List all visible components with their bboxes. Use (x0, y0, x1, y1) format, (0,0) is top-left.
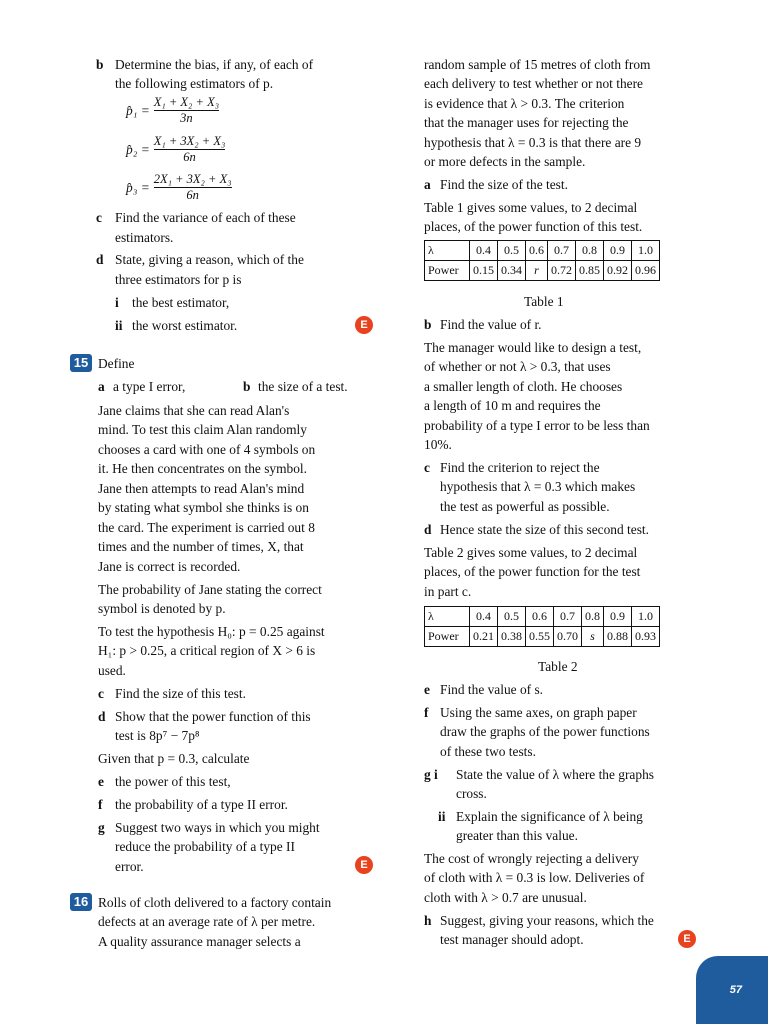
q15-para1-line: times and the number of times, X, that (98, 539, 304, 554)
estimator-3-lhs: p̂₃ = (126, 179, 150, 195)
q16c-line: Find the criterion to reject the (440, 460, 600, 475)
q16gi-label: g i (424, 767, 438, 782)
q16-para2-line: probability of a type I error to be less than (424, 418, 650, 433)
q16d-text: Hence state the size of this second test. (440, 522, 649, 537)
q16f-label: f (424, 705, 429, 720)
table-cell: 1.0 (632, 241, 660, 261)
q14c-line1: Find the variance of each of these (115, 210, 296, 225)
question-number-15: 15 (70, 354, 92, 372)
table2-intro-line: Table 2 gives some values, to 2 decimal (424, 545, 638, 560)
table-cell: 1.0 (632, 607, 660, 627)
table-cell: r (526, 261, 548, 281)
estimator-1-denominator: 3n (180, 111, 193, 125)
q16-line: Rolls of cloth delivered to a factory contain (98, 895, 332, 910)
q14d-label: d (96, 252, 104, 267)
q15-para3-line: To test the hypothesis H₀: p = 0.25 against (98, 624, 325, 639)
q16-para2-line: a smaller length of cloth. He chooses (424, 379, 623, 394)
estimator-2 (126, 135, 225, 164)
q15g-line1: Suggest two ways in which you might (115, 820, 320, 835)
q14d-line1: State, giving a reason, which of the (115, 252, 304, 267)
table-cell: 0.5 (498, 241, 526, 261)
table-cell: 0.88 (604, 627, 632, 647)
q14d-line2: three estimators for p is (115, 272, 242, 287)
estimator-3-denominator: 6n (186, 188, 199, 202)
q16h-line: test manager should adopt. (440, 932, 584, 947)
q15-para1-line: Jane then attempts to read Alan's mind (98, 481, 305, 496)
table-cell: 0.6 (526, 607, 554, 627)
q14b-label: b (96, 57, 104, 72)
q15-para1-line: mind. To test this claim Alan randomly (98, 422, 307, 437)
q16-line: A quality assurance manager selects a (98, 934, 301, 949)
table-cell: 0.7 (554, 607, 582, 627)
q16-para2-line: a length of 10 m and requires the (424, 398, 601, 413)
q16gii-line: greater than this value. (456, 828, 578, 843)
q16-line: defects at an average rate of λ per metre. (98, 914, 316, 929)
table-cell: 0.4 (470, 607, 498, 627)
q15-para1-line: Jane is correct is recorded. (98, 559, 241, 574)
q15b-label: b (243, 379, 251, 394)
q15g-line3: error. (115, 859, 144, 874)
q16f-line: Using the same axes, on graph paper (440, 705, 637, 720)
table-cell: 0.6 (526, 241, 548, 261)
q15-para1-line: Jane claims that she can read Alan's (98, 403, 290, 418)
question-number-16: 16 (70, 893, 92, 911)
q16a-label: a (424, 177, 431, 192)
table-cell: 0.70 (554, 627, 582, 647)
estimator-3 (126, 173, 232, 202)
q16h-line: Suggest, giving your reasons, which the (440, 913, 654, 928)
q16-para1-line: each delivery to test whether or not there (424, 76, 643, 91)
q16b-label: b (424, 317, 432, 332)
q16gii-label: ii (438, 809, 446, 824)
q16c-line: hypothesis that λ = 0.3 which makes (440, 479, 636, 494)
estimator-2-lhs: p̂₂ = (126, 141, 150, 157)
q16gii-line: Explain the significance of λ being (456, 809, 643, 824)
q15-define: Define (98, 356, 135, 371)
q16-para2-line: of whether or not λ > 0.3, that uses (424, 359, 611, 374)
table-cell: s (582, 627, 604, 647)
exam-icon: E (355, 856, 373, 874)
q15d-label: d (98, 709, 106, 724)
table-cell: λ (425, 607, 470, 627)
estimator-1-lhs: p̂₁ = (126, 102, 150, 118)
q16e-text: Find the value of s. (440, 682, 544, 697)
q16f-line: of these two tests. (440, 744, 536, 759)
table-cell: 0.5 (498, 607, 526, 627)
exam-icon: E (678, 930, 696, 948)
table-row (425, 607, 660, 627)
q14di-text: the best estimator, (132, 295, 230, 310)
estimator-1-numerator: X₁ + X₂ + X₃ (153, 95, 220, 109)
table-cell: 0.15 (470, 261, 498, 281)
q16c-line: the test as powerful as possible. (440, 499, 610, 514)
q14di-label: i (115, 295, 119, 310)
table-cell: 0.93 (632, 627, 660, 647)
estimator-2-numerator: X₁ + 3X₂ + X₃ (153, 134, 226, 148)
q16-para1-line: or more defects in the sample. (424, 154, 586, 169)
q15-para1-line: the card. The experiment is carried out 8 (98, 520, 315, 535)
table1-intro-line: Table 1 gives some values, to 2 decimal (424, 200, 638, 215)
table-cell: 0.96 (632, 261, 660, 281)
q16h-label: h (424, 913, 432, 928)
table-cell: Power (425, 627, 470, 647)
q15-para3-line: H₁: p > 0.25, a critical region of X > 6 is (98, 643, 316, 658)
q16-para1-line: that the manager uses for rejecting the (424, 115, 629, 130)
q16-para3-line: of cloth with λ = 0.3 is low. Deliveries of (424, 870, 645, 885)
table2-intro-line: places, of the power function for the test (424, 564, 641, 579)
q16c-label: c (424, 460, 430, 475)
q16-para2-line: 10%. (424, 437, 452, 452)
q14dii-text: the worst estimator. (132, 318, 238, 333)
table-row (425, 241, 660, 261)
q15a-text: a type I error, (113, 379, 186, 394)
q16-para1-line: is evidence that λ > 0.3. The criterion (424, 96, 625, 111)
q16-para3-line: cloth with λ > 0.7 are unusual. (424, 890, 587, 905)
table-cell: 0.8 (576, 241, 604, 261)
q14b-line2: the following estimators of p. (115, 76, 274, 91)
q15d-line2: test is 8p⁷ − 7p⁸ (115, 728, 200, 743)
q16f-line: draw the graphs of the power functions (440, 724, 650, 739)
q15g-label: g (98, 820, 105, 835)
table2-intro-line: in part c. (424, 584, 472, 599)
table-cell: 0.85 (576, 261, 604, 281)
q15-para1-line: chooses a card with one of 4 symbols on (98, 442, 316, 457)
q15-para1-line: by stating what symbol she thinks is on (98, 500, 309, 515)
page-number: 57 (729, 984, 742, 996)
power-table-2 (424, 606, 660, 647)
table-cell: 0.8 (582, 607, 604, 627)
estimator-3-numerator: 2X₁ + 3X₂ + X₃ (153, 172, 232, 186)
q15f-label: f (98, 797, 103, 812)
q14c-line2: estimators. (115, 230, 174, 245)
table-cell: λ (425, 241, 470, 261)
table-cell: Power (425, 261, 470, 281)
q16-para3-line: The cost of wrongly rejecting a delivery (424, 851, 639, 866)
table-cell: 0.9 (604, 241, 632, 261)
q16-para2-line: The manager would like to design a test, (424, 340, 642, 355)
table-cell: 0.7 (548, 241, 576, 261)
table1-caption: Table 1 (524, 294, 564, 309)
table1-intro-line: places, of the power function of this test. (424, 219, 643, 234)
table-cell: 0.9 (604, 607, 632, 627)
table-cell: 0.55 (526, 627, 554, 647)
q15-para2-line: symbol is denoted by p. (98, 601, 226, 616)
table-cell: 0.4 (470, 241, 498, 261)
estimator-1 (126, 96, 219, 125)
q15b-text: the size of a test. (258, 379, 348, 394)
q15e-text: the power of this test, (115, 774, 231, 789)
q15d-line1: Show that the power function of this (115, 709, 311, 724)
exam-icon: E (355, 316, 373, 334)
q16gi-line: State the value of λ where the graphs (456, 767, 654, 782)
q16-para1-line: random sample of 15 metres of cloth from (424, 57, 651, 72)
table-cell: 0.92 (604, 261, 632, 281)
q15e-label: e (98, 774, 104, 789)
q15-para2-line: The probability of Jane stating the correct (98, 582, 322, 597)
q15c-label: c (98, 686, 104, 701)
q14c-label: c (96, 210, 102, 225)
q16b-text: Find the value of r. (440, 317, 542, 332)
table-cell: 0.34 (498, 261, 526, 281)
q15-para3-line: used. (98, 663, 126, 678)
table-row (425, 627, 660, 647)
table-cell: 0.38 (498, 627, 526, 647)
table-cell: 0.72 (548, 261, 576, 281)
q16gi-line: cross. (456, 786, 487, 801)
power-table-1 (424, 240, 660, 281)
estimator-2-denominator: 6n (183, 150, 196, 164)
q14b-line1: Determine the bias, if any, of each of (115, 57, 314, 72)
table-row (425, 261, 660, 281)
q15f-text: the probability of a type II error. (115, 797, 288, 812)
q16-para1-line: hypothesis that λ = 0.3 is that there are 9 (424, 135, 642, 150)
q14dii-label: ii (115, 318, 123, 333)
q15-para1-line: it. He then concentrates on the symbol. (98, 461, 307, 476)
q15a-label: a (98, 379, 105, 394)
q15g-line2: reduce the probability of a type II (115, 839, 295, 854)
table2-caption: Table 2 (538, 659, 578, 674)
q15-given: Given that p = 0.3, calculate (98, 751, 250, 766)
q15c-text: Find the size of this test. (115, 686, 246, 701)
table-cell: 0.21 (470, 627, 498, 647)
q16e-label: e (424, 682, 430, 697)
q16d-label: d (424, 522, 432, 537)
q16a-text: Find the size of the test. (440, 177, 568, 192)
